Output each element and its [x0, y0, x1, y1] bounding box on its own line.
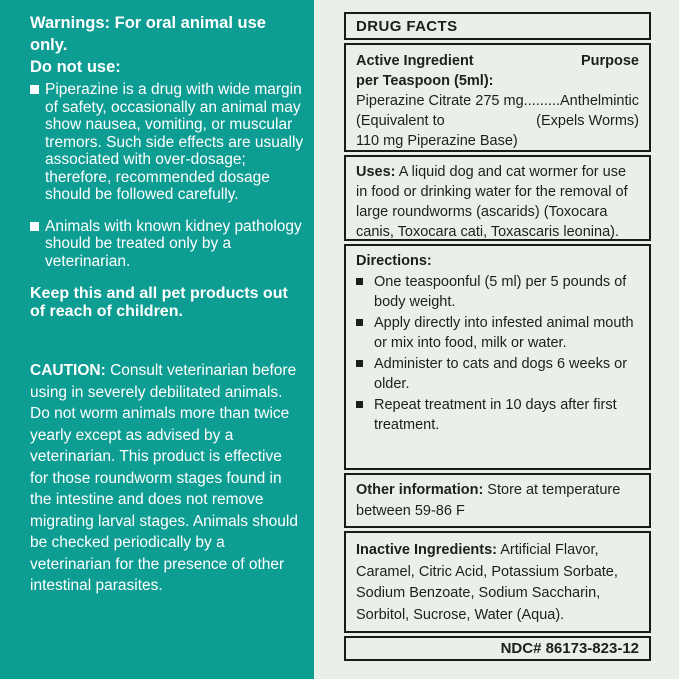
direction-item	[356, 272, 639, 313]
keep-away-text: Keep this and all pet products out of reach of children.	[30, 285, 288, 320]
warning-bullet-item	[30, 81, 304, 204]
caution-label: CAUTION:	[30, 362, 106, 379]
ingredient-line: Piperazine Citrate 275 mg	[356, 93, 524, 109]
direction-item-text: Repeat treatment in 10 days after first treatment.	[374, 396, 617, 433]
inactive-ingredients-text: Artificial Flavor, Caramel, Citric Acid, Potassium Sorbate, Sodium Benzoate, Sodium Saccharin, Sorbitol, Sucrose, Water (Aqua).	[356, 542, 618, 623]
direction-item	[356, 354, 639, 395]
direction-item	[356, 395, 639, 436]
do-not-use-heading: Do not use:	[30, 58, 121, 76]
directions-section	[344, 244, 651, 470]
equivalent-line1: (Equivalent to	[356, 113, 445, 129]
warning-bullet-item	[30, 218, 304, 271]
bullet-square-icon	[30, 85, 39, 94]
active-ingredient-heading: Active Ingredient	[356, 53, 474, 69]
uses-label: Uses:	[356, 164, 396, 180]
inactive-ingredients-section	[344, 531, 651, 633]
drug-facts-panel	[344, 12, 651, 661]
direction-item	[356, 313, 639, 354]
equivalent-line2: 110 mg Piperazine Base)	[356, 133, 518, 149]
ingredient-name-amount	[356, 91, 560, 111]
purpose-heading: Purpose	[580, 53, 639, 69]
other-information-label: Other information:	[356, 482, 484, 498]
ndc-number: NDC# 86173-823-12	[500, 640, 639, 657]
uses-section	[344, 155, 651, 241]
expels-worms-text: (Expels Worms)	[536, 113, 639, 129]
warning-bullet-text: Animals with known kidney pathology should be treated only by a veterinarian.	[45, 217, 302, 270]
inactive-ingredients-label: Inactive Ingredients:	[356, 542, 498, 558]
uses-text: A liquid dog and cat wormer for use in food or drinking water for the removal of large roundworms (ascarids) (Toxocara canis, Toxocara cati, Toxascaris leonina).	[356, 164, 628, 240]
drug-facts-title: DRUG FACTS	[356, 18, 458, 35]
drug-facts-title-box	[344, 12, 651, 40]
per-teaspoon-heading: per Teaspoon (5ml):	[356, 73, 494, 89]
caution-paragraph	[30, 360, 300, 597]
bullet-square-icon	[356, 319, 363, 326]
direction-item-text: Apply directly into infested animal mouth or mix into food, milk or water.	[374, 314, 634, 351]
direction-item-text: Administer to cats and dogs 6 weeks or older.	[374, 355, 628, 392]
directions-label: Directions:	[356, 253, 432, 269]
bullet-square-icon	[30, 222, 39, 231]
warning-bullet-text: Piperazine is a drug with wide margin of safety, occasionally an animal may show nausea, vomiting, or muscular tremors. Such side effects are usually associated with over-dosage; therefore, recommended dosage should be followed carefully.	[45, 81, 304, 203]
active-ingredient-section	[344, 43, 651, 152]
ndc-box	[344, 636, 651, 661]
bullet-square-icon	[356, 401, 363, 408]
caution-text: Consult veterinarian before using in severely debilitated animals. Do not worm animals more than twice yearly except as advised by a veterinarian. This product is effective for those roundworm stages found in the intestine and does not remove migrating larval stages. Animals should be checked periodically by a veterinarian for the presence of other intestinal parasites.	[30, 362, 298, 594]
bullet-square-icon	[356, 360, 363, 367]
other-information-section	[344, 473, 651, 528]
purpose-value: Anthelmintic	[560, 93, 639, 109]
direction-item-text: One teaspoonful (5 ml) per 5 pounds of body weight.	[374, 273, 627, 310]
other-information-text: Store at temperature between 59-86 F	[356, 482, 621, 519]
dotted-leader: .........	[523, 93, 560, 109]
warnings-heading: Warnings: For oral animal use only.	[30, 14, 266, 54]
bullet-square-icon	[356, 278, 363, 285]
warnings-panel	[0, 0, 314, 679]
